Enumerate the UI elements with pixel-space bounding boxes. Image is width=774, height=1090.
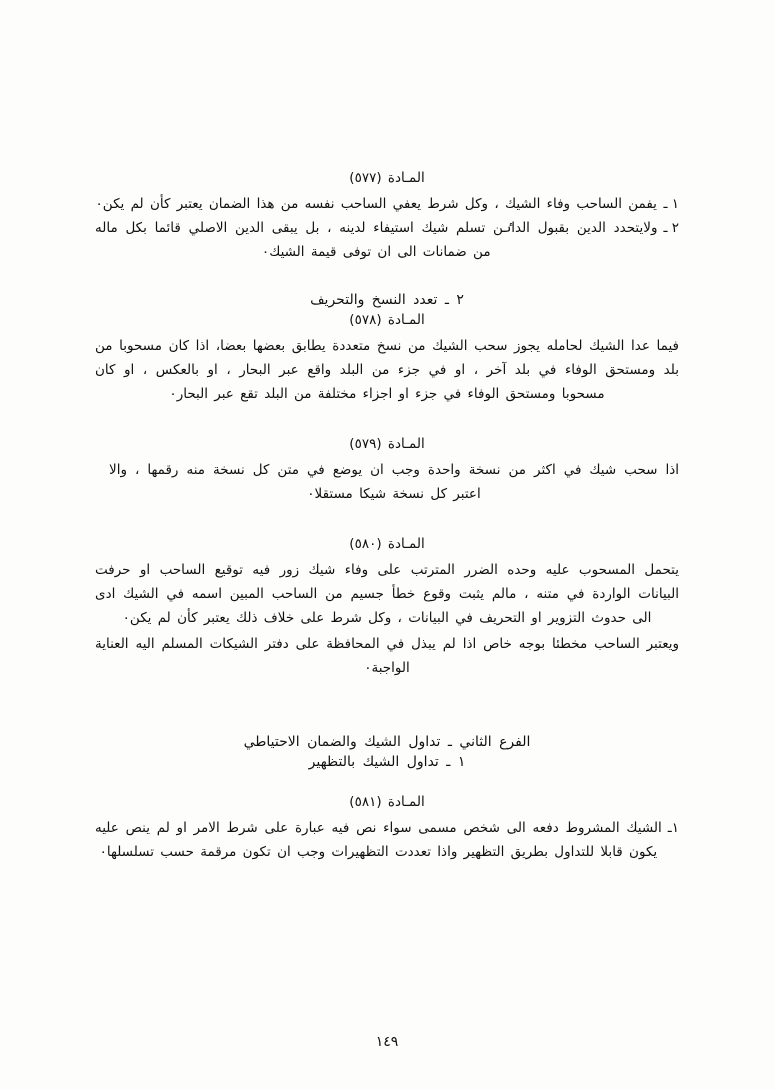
list-number: ١ ـ [663,196,679,212]
article-577-item-1 [95,192,679,216]
section-heading-copies: ٢ ـ تعدد النسخ والتحريف [310,292,464,308]
article-579-body: اذا سحب شيك في اكثر من نسخة واحدة وجب ان يوضع في متن كل نسخة منه رقمها ، والا اعتبر كل نسخة شيكا مستقلا٠ [109,462,679,502]
article-578-group [95,312,679,406]
article-581-group [95,794,679,864]
article-heading-581: المـادة (٥٨١) [349,794,425,810]
article-heading-580: المـادة (٥٨٠) [349,536,425,552]
article-577-group [95,170,679,264]
article-577-item-2 [95,216,679,264]
document-body [95,170,679,866]
spacer [95,690,679,718]
list-text: يفمن الساحب وفاء الشيك ، وكل شرط يعفي الساحب نفسه من هذا الضمان يعتبر كأن لم يكن٠ [95,196,657,212]
page-number: ١٤٩ [375,1034,399,1050]
spacer [95,266,679,276]
article-580-body-2: ويعتبر الساحب مخطئا بوجه خاص اذا لم يبذل في المحافظة على دفتر الشيكات المسلم اليه العناية الواجبة٠ [95,636,679,676]
article-580-group [95,536,679,680]
list-text: الشيك المشروط دفعه الى شخص مسمى سواء نص فيه عبارة على شرط الامر او لم ينص عليه يكون قابلا للتداول بطريق التظهير واذا تعددت التظهيرات وجب ان تكون مرقمة حسب تسلسلها٠ [95,820,662,860]
list-number: ٢ ـ [663,220,679,236]
list-text: ولايتحدد الدين بقبول الداٸن تسلم شيك استيفاء لدينه ، بل يبقى الدين الاصلي قائما بكل ماله من ضمانات الى ان توفى قيمة الشيك٠ [95,220,658,260]
spacer [95,516,679,536]
section-heading-endorsement: ١ ـ تداول الشيك بالتظهير [308,754,466,770]
section-heading-branch-two: الفرع الثاني ـ تداول الشيك والضمان الاحتياطي [243,734,531,750]
article-578-body: فيما عدا الشيك لحامله يجوز سحب الشيك من نسخ متعددة يطابق بعضها بعضا، اذا كان مسحوبا من بلد ومستحق الوفاء في بلد آخر ، او في جزء من البلد واقع عبر البحار ، او بالعكس ، او كان مسحوبا ومستحق الوفاء في جزء او اجزاء مختلفة من البلد تقع عبر البحار٠ [95,338,679,402]
spacer [95,774,679,794]
article-581-item-1 [95,816,679,864]
article-579-group [95,436,679,506]
article-heading-578: المـادة (٥٧٨) [349,312,425,328]
spacer [95,416,679,436]
article-heading-577: المـادة (٥٧٧) [349,170,425,186]
article-heading-579: المـادة (٥٧٩) [349,436,425,452]
list-number: ١ـ [667,820,679,836]
article-580-body-1: يتحمل المسحوب عليه وحده الضرر المترتب على وفاء شيك زور فيه توقيع الساحب او حرفت البيانات الواردة في متنه ، مالم يثبت وقوع خطأ جسيم من الساحب المبين اسمه في الشيك ادى الى حدوث التزوير او التحريف في البيانات ، وكل شرط على خلاف ذلك يعتبر كأن لم يكن٠ [95,562,679,626]
